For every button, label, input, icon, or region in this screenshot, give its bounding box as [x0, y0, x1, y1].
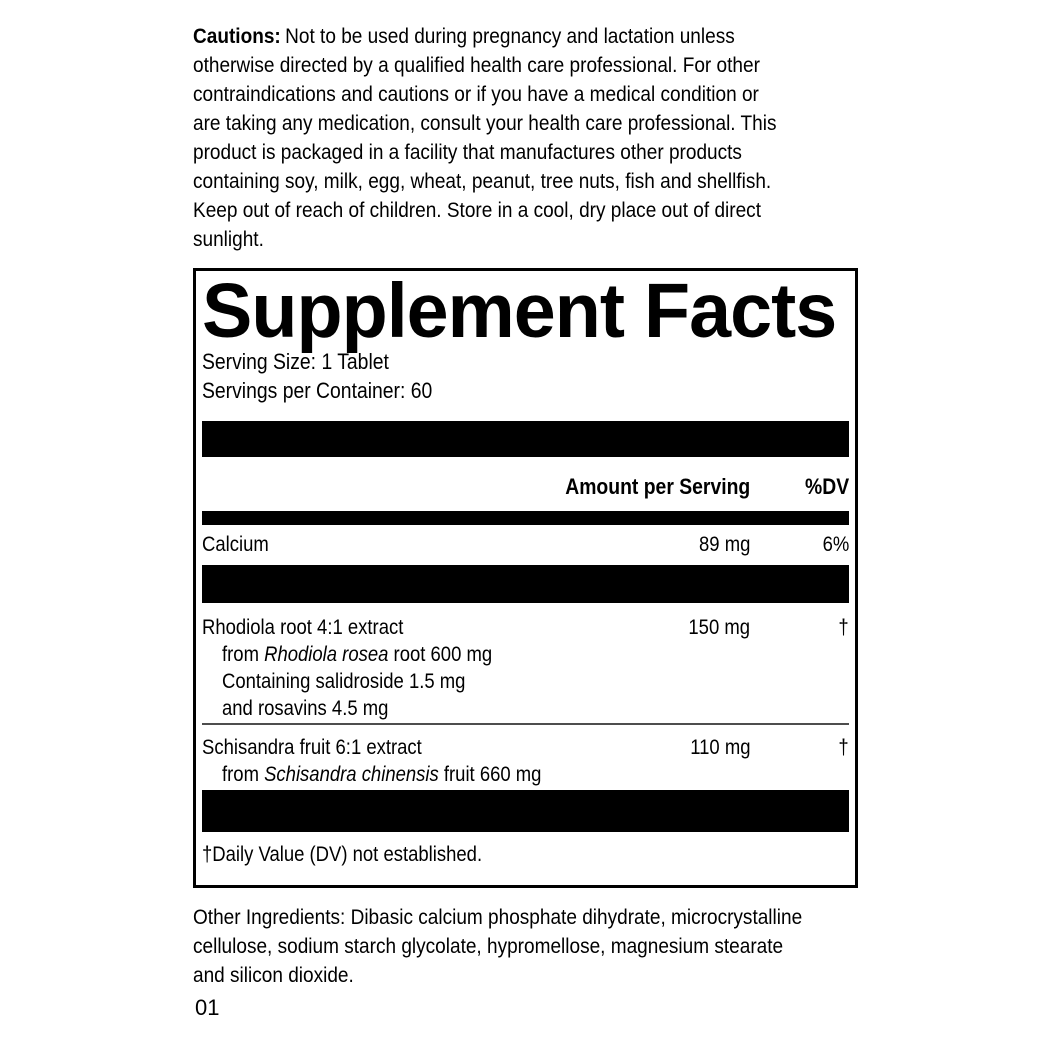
cautions-line: Keep out of reach of children. Store in a cool, dry place out of direct: [193, 198, 761, 222]
ingredient-name: Calcium: [202, 533, 269, 556]
ingredient-dv: †: [838, 736, 849, 759]
serving-info: [202, 347, 849, 405]
other-ingredients-line: and silicon dioxide.: [193, 963, 354, 987]
ingredient-amount: 150 mg: [688, 616, 750, 639]
dv-header: %DV: [804, 474, 849, 499]
ingredient-detail-line: from Schisandra chinensis fruit 660 mg: [222, 763, 542, 786]
ingredient-dv: †: [838, 616, 849, 639]
supplement-facts-title: Supplement Facts: [202, 268, 837, 354]
table-row: [202, 525, 849, 565]
servings-per-container: Servings per Container: 60: [202, 378, 433, 403]
separator-bar-thick: [202, 565, 849, 603]
table-header-row: [202, 457, 849, 511]
ingredient-details: [202, 641, 849, 723]
amount-per-serving-header: Amount per Serving: [564, 474, 750, 499]
cautions-line: containing soy, milk, egg, wheat, peanut, tree nuts, fish and shellfish.: [193, 169, 772, 193]
ingredient-detail-line: Containing salidroside 1.5 mg: [222, 670, 466, 693]
separator-bar-thick: [202, 790, 849, 832]
cautions-label: Cautions:: [193, 24, 281, 48]
cautions-line: product is packaged in a facility that manufactures other products: [193, 140, 742, 164]
other-ingredients-line: Other Ingredients: Dibasic calcium phosphate dihydrate, microcrystalline: [193, 905, 803, 929]
page-number: 01: [195, 995, 220, 1020]
cautions-text: Not to be used during pregnancy and lactation unless: [285, 24, 735, 48]
supplement-facts-panel: [193, 268, 858, 888]
other-ingredients-line: cellulose, sodium starch glycolate, hypromellose, magnesium stearate: [193, 934, 784, 958]
ingredient-detail-line: from Rhodiola rosea root 600 mg: [222, 643, 493, 666]
cautions-line: [193, 22, 866, 51]
ingredient-amount: 110 mg: [689, 736, 750, 759]
separator-bar-thick: [202, 421, 849, 457]
separator-bar-thin: [202, 511, 849, 525]
ingredient-details: [202, 761, 849, 790]
cautions-line: otherwise directed by a qualified health care professional. For other: [193, 53, 760, 77]
ingredient-name: Schisandra fruit 6:1 extract: [202, 736, 422, 759]
ingredient-dv: 6%: [822, 533, 849, 556]
cautions-paragraph: [193, 22, 866, 254]
serving-size: Serving Size: 1 Tablet: [202, 349, 389, 374]
table-row: [202, 725, 849, 761]
ingredient-amount: 89 mg: [698, 533, 750, 556]
other-ingredients-paragraph: [193, 903, 874, 990]
ingredient-name: Rhodiola root 4:1 extract: [202, 616, 404, 639]
cautions-line: sunlight.: [193, 227, 264, 251]
table-row: [202, 603, 849, 641]
dv-footnote: †Daily Value (DV) not established.: [202, 843, 483, 866]
cautions-line: are taking any medication, consult your health care professional. This: [193, 111, 777, 135]
cautions-line: contraindications and cautions or if you have a medical condition or: [193, 82, 759, 106]
ingredient-detail-line: and rosavins 4.5 mg: [222, 697, 389, 720]
